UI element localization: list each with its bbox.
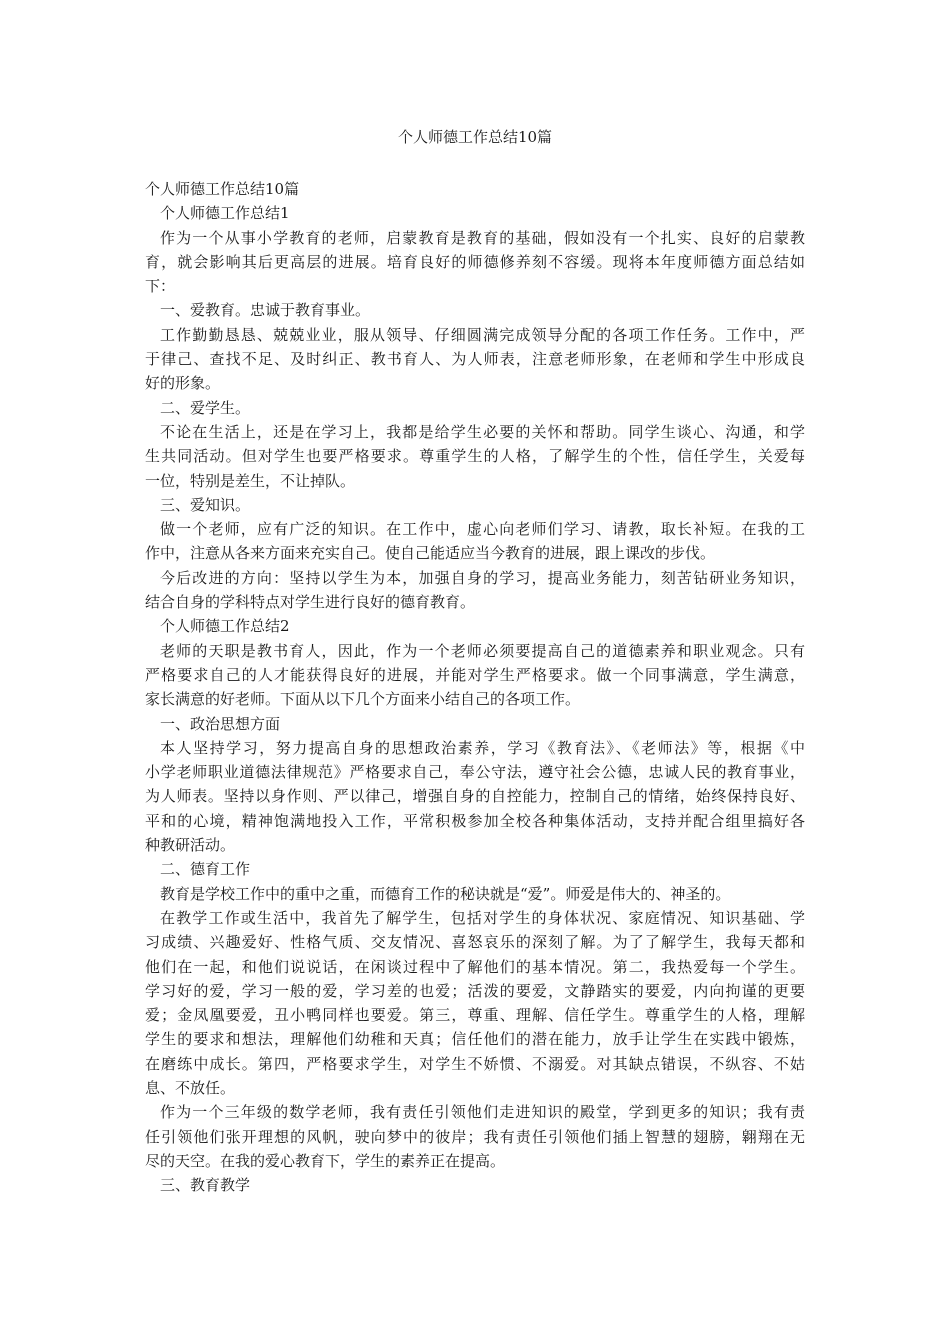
text-line: 爱；金凤凰要爱，丑小鸭同样也要爱。第三，尊重、理解、信任学生。尊重学生的人格，理解 — [145, 1006, 805, 1025]
text-line: 为人师表。坚持以身作则、严以律己，增强自身的自控能力，控制自己的情绪，始终保持良好、 — [145, 787, 805, 806]
text-line: 今后改进的方向：坚持以学生为本，加强自身的学习，提高业务能力，刻苦钻研业务知识， — [160, 568, 805, 587]
text-line: 一位，特别是差生，不让掉队。 — [145, 471, 356, 490]
text-line: 尽的天空。在我的爱心教育下，学生的素养正在提高。 — [145, 1151, 506, 1170]
text-line: 二、德育工作 — [160, 860, 251, 879]
text-line: 于律己、查找不足、及时纠正、教书育人、为人师表，注意老师形象，在老师和学生中形成良 — [145, 350, 805, 369]
text-line: 家长满意的好老师。下面从以下几个方面来小结自己的各项工作。 — [145, 690, 581, 709]
text-line: 习成绩、兴趣爱好、性格气质、交友情况、喜怒哀乐的深刻了解。为了了解学生，我每天都和 — [145, 933, 805, 952]
text-line: 他们在一起，和他们说说话，在闲谈过程中了解他们的基本情况。第二，我热爱每一个学生。 — [145, 957, 805, 976]
text-line: 工作勤勤恳恳、兢兢业业，服从领导、仔细圆满完成领导分配的各项工作任务。工作中，严 — [160, 325, 805, 344]
text-line: 作为一个从事小学教育的老师，启蒙教育是教育的基础，假如没有一个扎实、良好的启蒙教 — [160, 228, 805, 247]
text-line: 老师的天职是教书育人，因此，作为一个老师必须要提高自己的道德素养和职业观念。只有 — [160, 641, 805, 660]
text-line: 作中，注意从各来方面来充实自己。使自己能适应当今教育的进展，跟上课改的步伐。 — [145, 544, 716, 563]
document-body — [145, 177, 805, 1197]
text-line: 做一个老师，应有广泛的知识。在工作中，虚心向老师们学习、请教，取长补短。在我的工 — [160, 520, 805, 539]
text-line: 种教研活动。 — [145, 836, 236, 855]
text-line: 结合自身的学科特点对学生进行良好的德育教育。 — [145, 593, 476, 612]
text-line: 生共同活动。但对学生也要严格要求。尊重学生的人格，了解学生的个性，信任学生，关爱每 — [145, 447, 805, 466]
text-line: 下： — [145, 277, 176, 296]
text-line: 个人师德工作总结2 — [160, 617, 290, 636]
document-title: 个人师德工作总结10篇 — [397, 128, 553, 146]
text-line: 严格要求自己的人才能获得良好的进展，并能对学生严格要求。做一个同事满意，学生满意， — [145, 665, 805, 684]
text-line: 学生的要求和想法，理解他们幼稚和天真；信任他们的潜在能力，放手让学生在实践中锻炼， — [145, 1030, 805, 1049]
text-line: 小学老师职业道德法律规范》严格要求自己，奉公守法，遵守社会公德，忠诚人民的教育事业， — [145, 763, 805, 782]
text-line: 个人师德工作总结1 — [160, 204, 290, 223]
text-line: 三、爱知识。 — [160, 495, 251, 514]
text-line: 平和的心境，精神饱满地投入工作，平常积极参加全校各种集体活动，支持并配合组里搞好各 — [145, 811, 805, 830]
text-line: 好的形象。 — [145, 374, 221, 393]
text-line: 教育是学校工作中的重中之重，而德育工作的秘诀就是“爱”。师爱是伟大的、神圣的。 — [160, 884, 731, 903]
text-line: 息、不放任。 — [145, 1078, 236, 1097]
text-line: 个人师德工作总结10篇 — [145, 180, 300, 198]
text-line: 任引领他们张开理想的风帆，驶向梦中的彼岸；我有责任引领他们插上智慧的翅膀，翱翔在无 — [145, 1127, 805, 1146]
text-line: 三、教育教学 — [160, 1176, 251, 1195]
text-line: 在教学工作或生活中，我首先了解学生，包括对学生的身体状况、家庭情况、知识基础、学 — [160, 908, 805, 927]
text-line: 育，就会影响其后更高层的进展。培育良好的师德修养刻不容缓。现将本年度师德方面总结如 — [145, 252, 805, 271]
text-line: 一、政治思想方面 — [160, 714, 281, 733]
text-line: 一、爱教育。忠诚于教育事业。 — [160, 301, 371, 320]
text-line: 作为一个三年级的数学老师，我有责任引领他们走进知识的殿堂，学到更多的知识；我有责 — [160, 1103, 805, 1122]
text-line: 二、爱学生。 — [160, 398, 251, 417]
text-line: 在磨练中成长。第四，严格要求学生，对学生不娇惯、不溺爱。对其缺点错误，不纵容、不姑 — [145, 1054, 805, 1073]
text-line: 学习好的爱，学习一般的爱，学习差的也爱；活泼的要爱，文静踏实的要爱，内向拘谨的更要 — [145, 981, 805, 1000]
text-line: 不论在生活上，还是在学习上，我都是给学生必要的关怀和帮助。同学生谈心、沟通，和学 — [160, 422, 805, 441]
text-line: 本人坚持学习，努力提高自身的思想政治素养，学习《教育法》、《老师法》等，根据《中 — [160, 738, 805, 757]
